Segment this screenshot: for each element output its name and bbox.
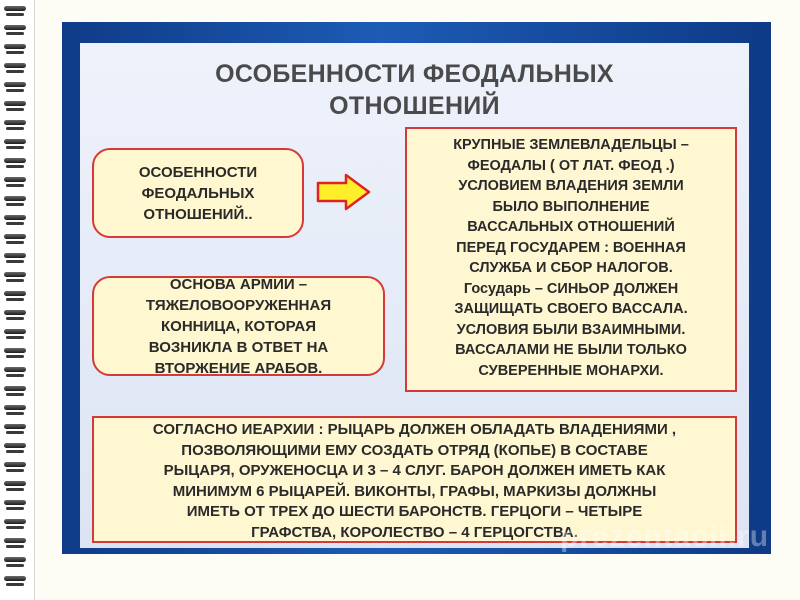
binding-ring bbox=[4, 405, 26, 410]
binding-ring bbox=[4, 386, 26, 391]
army-line: КОННИЦА, КОТОРАЯ bbox=[161, 317, 316, 335]
army-box bbox=[92, 276, 385, 376]
landowners-line: ЗАЩИЩАТЬ СВОЕГО ВАССАЛА. bbox=[454, 301, 688, 317]
landowners-line: БЫЛО ВЫПОЛНЕНИЕ bbox=[492, 198, 650, 215]
landowners-box bbox=[405, 127, 737, 392]
landowners-line: ФЕОДАЛЫ ( ОТ ЛАТ. ФЕОД .) bbox=[467, 157, 675, 174]
right-arrow-icon bbox=[316, 173, 371, 211]
binding-ring bbox=[4, 519, 26, 524]
watermark: prezentacii.ru bbox=[560, 520, 770, 553]
hierarchy-line: ИМЕТЬ ОТ ТРЕХ ДО ШЕСТИ БАРОНСТВ. ГЕРЦОГИ – ЧЕТЫРЕ bbox=[186, 503, 643, 520]
binding-ring bbox=[4, 576, 26, 581]
hierarchy-line: РЫЦАРЯ, ОРУЖЕНОСЦА И 3 – 4 СЛУГ. БАРОН ДОЛЖЕН ИМЕТЬ КАК bbox=[163, 462, 666, 479]
intro-line: ФЕОДАЛЬНЫХ bbox=[141, 184, 255, 202]
slide-title bbox=[80, 58, 749, 122]
binding-ring bbox=[4, 101, 26, 106]
army-line: ВОЗНИКЛА В ОТВЕТ НА bbox=[148, 338, 329, 356]
title-line: ОСОБЕННОСТИ ФЕОДАЛЬНЫХ bbox=[215, 60, 614, 88]
hierarchy-line: СОГЛАСНО ИЕАРХИИ : РЫЦАРЬ ДОЛЖЕН ОБЛАДАТЬ ВЛАДЕНИЯМИ , bbox=[152, 421, 677, 438]
binding-ring bbox=[4, 481, 26, 486]
binding-ring bbox=[4, 215, 26, 220]
landowners-line: ВАССАЛЬНЫХ ОТНОШЕНИЙ bbox=[467, 219, 675, 235]
landowners-line: КРУПНЫЕ ЗЕМЛЕВЛАДЕЛЬЦЫ – bbox=[453, 137, 689, 153]
binding-ring bbox=[4, 291, 26, 296]
binding-ring bbox=[4, 557, 26, 562]
binding-ring bbox=[4, 272, 26, 277]
binding-ring bbox=[4, 443, 26, 448]
hierarchy-line: МИНИМУМ 6 РЫЦАРЕЙ. ВИКОНТЫ, ГРАФЫ, МАРКИЗЫ ДОЛЖНЫ bbox=[172, 482, 657, 500]
army-line: ВТОРЖЕНИЕ АРАБОВ. bbox=[154, 359, 323, 377]
intro-line: ОСОБЕННОСТИ bbox=[138, 163, 258, 181]
landowners-line: ВАССАЛАМИ НЕ БЫЛИ ТОЛЬКО bbox=[455, 342, 687, 358]
binding-ring bbox=[4, 196, 26, 201]
binding-ring bbox=[4, 139, 26, 144]
army-line: ОСНОВА АРМИИ – bbox=[169, 275, 308, 293]
intro-box bbox=[92, 148, 304, 238]
binding-ring bbox=[4, 44, 26, 49]
landowners-line: СУВЕРЕННЫЕ МОНАРХИ. bbox=[478, 362, 664, 379]
binding-ring bbox=[4, 82, 26, 87]
binding-ring bbox=[4, 120, 26, 125]
binding-ring bbox=[4, 234, 26, 239]
hierarchy-line: ПОЗВОЛЯЮЩИМИ ЕМУ СОЗДАТЬ ОТРЯД (КОПЬЕ) В СОСТАВЕ bbox=[181, 441, 648, 459]
landowners-line: Государь – СИНЬОР ДОЛЖЕН bbox=[463, 280, 679, 297]
binding-ring bbox=[4, 367, 26, 372]
spiral-binding bbox=[0, 0, 38, 600]
army-line: ТЯЖЕЛОВООРУЖЕННАЯ bbox=[145, 296, 332, 314]
binding-ring bbox=[4, 329, 26, 334]
binding-ring bbox=[4, 253, 26, 258]
intro-line: ОТНОШЕНИЙ.. bbox=[143, 205, 253, 223]
landowners-line: УСЛОВИЕМ ВЛАДЕНИЯ ЗЕМЛИ bbox=[458, 178, 684, 194]
binding-ring bbox=[4, 424, 26, 429]
binding-ring bbox=[4, 25, 26, 30]
binding-ring bbox=[4, 348, 26, 353]
binding-divider bbox=[34, 0, 35, 600]
hierarchy-line: ГРАФСТВА, КОРОЛЕСТВО – 4 ГЕРЦОГСТВА. bbox=[251, 523, 578, 541]
landowners-line: СЛУЖБА И СБОР НАЛОГОВ. bbox=[469, 260, 673, 276]
binding-ring bbox=[4, 177, 26, 182]
binding-ring bbox=[4, 158, 26, 163]
binding-ring bbox=[4, 538, 26, 543]
binding-ring bbox=[4, 462, 26, 467]
binding-ring bbox=[4, 310, 26, 315]
binding-ring bbox=[4, 500, 26, 505]
landowners-line: УСЛОВИЯ БЫЛИ ВЗАИМНЫМИ. bbox=[456, 321, 686, 338]
binding-ring bbox=[4, 6, 26, 11]
title-line: ОТНОШЕНИЙ bbox=[329, 92, 500, 120]
binding-ring bbox=[4, 63, 26, 68]
landowners-line: ПЕРЕД ГОСУДАРЕМ : ВОЕННАЯ bbox=[456, 239, 686, 256]
